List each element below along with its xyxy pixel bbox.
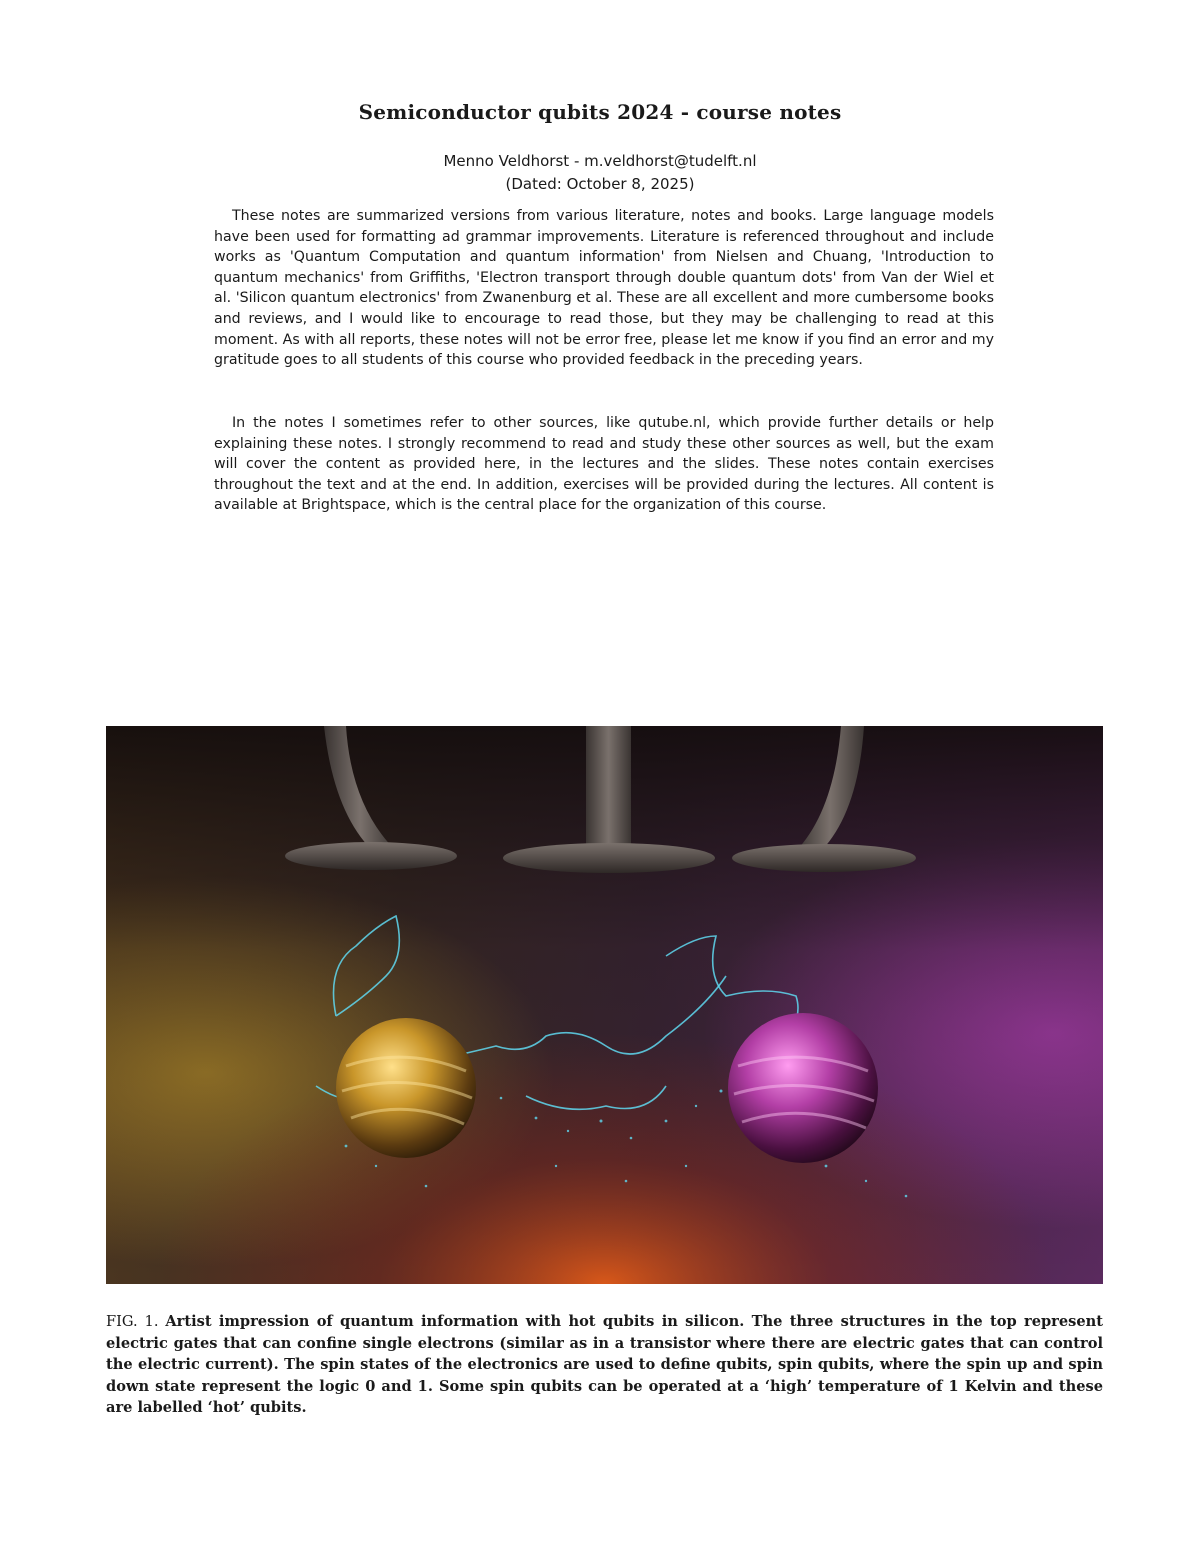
figure-1-artwork — [106, 726, 1103, 1284]
date-line: (Dated: October 8, 2025) — [505, 175, 695, 193]
figure-label: FIG. 1. — [106, 1313, 159, 1330]
author-line: Menno Veldhorst - m.veldhorst@tudelft.nl — [443, 152, 757, 170]
abstract-paragraph-2: In the notes I sometimes refer to other sources, like qutube.nl, which provide further details or help explaining these notes. I strongly recommend to read and study these other sources as well, but the exam will cover the content as provided here, in the lectures and the slides. These notes contain exercises throughout the text and at the end. In addition, exercises will be provided during the lectures. All content is available at Brightspace, which is the central place for the organization of this course. — [214, 415, 994, 514]
figure-1-caption — [106, 1311, 1103, 1419]
abstract-paragraph-1: These notes are summarized versions from various literature, notes and books. Large language models have been used for formatting ad grammar improvements. Literature is referenced throughout and include works as 'Quantum Computation and quantum information' from Nielsen and Chuang, 'Introduction to quantum mechanics' from Griffiths, 'Electron transport through double quantum dots' from Van der Wiel et al. 'Silicon quantum electronics' from Zwanenburg et al. These are all excellent and more cumbersome books and reviews, and I would like to encourage to read those, but they may be challenging to read at this moment. As with all reports, these notes will not be error free, please let me know if you find an error and my gratitude goes to all students of this course who provided feedback in the preceding years. — [214, 208, 994, 369]
magenta-qubit-sphere — [728, 1013, 878, 1163]
figure-caption-text: Artist impression of quantum information with hot qubits in silicon. The three structures in the top represent electric gates that can confine single electrons (similar as in a transistor where there are electric gates that can control the electric current). The spin states of the electronics are used to define qubits, spin qubits, where the spin up and spin down state represent the logic 0 and 1. Some spin qubits can be operated at a ‘high’ temperature of 1 Kelvin and these are labelled ‘hot’ qubits. — [106, 1313, 1104, 1416]
paper-title: Semiconductor qubits 2024 - course notes — [358, 100, 842, 124]
gold-qubit-sphere — [336, 1018, 476, 1158]
